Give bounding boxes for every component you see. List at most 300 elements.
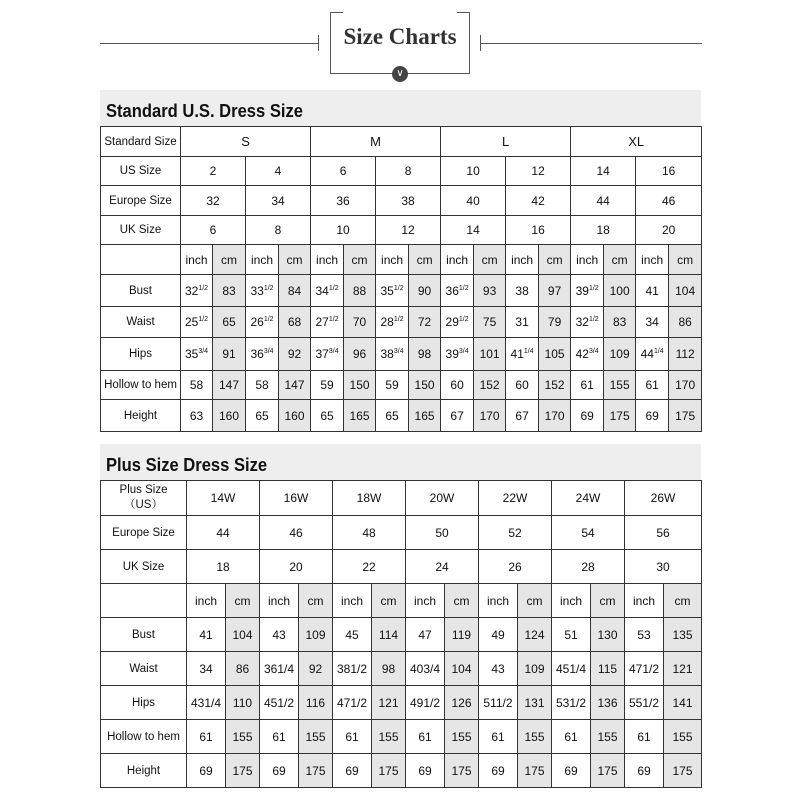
value-whole: 34 [315, 283, 329, 298]
unit-header: cm [226, 584, 260, 618]
value-fraction: 3/4 [458, 348, 469, 355]
standard-section-title [100, 90, 701, 126]
size-group-header: 20W [406, 481, 479, 516]
row-label: Bust [101, 618, 187, 652]
value-whole: 36 [250, 347, 264, 361]
value-whole: 147 [218, 378, 240, 392]
measurement-value [474, 338, 506, 371]
measurement-value: 51 [552, 618, 591, 652]
measurement-value: 47 [406, 618, 445, 652]
value-fraction: 3/4 [588, 348, 599, 355]
measurement-value: 104 [226, 618, 260, 652]
value-whole: 34 [645, 315, 659, 329]
measurement-value [571, 400, 604, 432]
value-whole: 92 [287, 347, 302, 361]
unit-header: inch [260, 584, 299, 618]
value-whole: 59 [320, 378, 334, 392]
unit-header: inch [311, 245, 344, 275]
unit-header: inch [441, 245, 474, 275]
measurement-value: 155 [664, 720, 702, 754]
unit-header: inch [406, 584, 445, 618]
size-group-header: M [311, 127, 441, 157]
row-label: Height [101, 400, 181, 432]
size-value: 2 [181, 157, 246, 186]
measurement-row [101, 307, 702, 338]
value-whole: 147 [284, 378, 305, 392]
measurement-value [636, 338, 669, 371]
size-group-header: 14W [187, 481, 260, 516]
measurement-value: 511/2 [479, 686, 518, 720]
measurement-row [101, 338, 702, 371]
measurement-value [604, 371, 636, 400]
unit-header: inch [333, 584, 372, 618]
unit-row [101, 584, 702, 618]
unit-header: cm [664, 584, 702, 618]
measurement-value: 69 [187, 754, 226, 788]
us-size-row [101, 157, 702, 186]
header-rule-right [480, 43, 702, 44]
measurement-value [213, 400, 246, 432]
value-whole: 67 [450, 408, 464, 423]
measurement-value [376, 371, 409, 400]
value-fraction: 1/2 [393, 284, 404, 292]
measurement-value: 155 [226, 720, 260, 754]
row-label-line: Plus Size [119, 484, 168, 496]
measurement-value [539, 275, 571, 307]
measurement-value: 92 [299, 652, 333, 686]
value-whole: 58 [189, 378, 204, 392]
value-whole: 41 [510, 347, 524, 361]
measurement-value: 155 [372, 720, 406, 754]
value-fraction: 1/2 [328, 316, 339, 323]
measurement-value: 69 [333, 754, 372, 788]
measurement-value [539, 338, 571, 371]
size-group-header: 24W [552, 481, 625, 516]
measurement-value: 175 [591, 754, 625, 788]
measurement-value: 361/4 [260, 652, 299, 686]
unit-header: cm [409, 245, 441, 275]
measurement-value: 61 [260, 720, 299, 754]
value-whole: 175 [675, 408, 696, 423]
value-whole: 65 [255, 408, 269, 423]
value-whole: 104 [675, 283, 696, 298]
size-value: 8 [376, 157, 441, 186]
measurement-value: 155 [445, 720, 479, 754]
value-whole: 38 [380, 347, 394, 361]
measurement-value [181, 371, 213, 400]
value-whole: 96 [352, 347, 367, 361]
size-value: 44 [187, 516, 260, 550]
size-value: 30 [625, 550, 702, 584]
value-whole: 83 [612, 315, 627, 329]
value-whole: 58 [255, 378, 269, 392]
measurement-value [279, 307, 311, 338]
size-value: 48 [333, 516, 406, 550]
measurement-value: 155 [299, 720, 333, 754]
measurement-value [311, 275, 344, 307]
measurement-value: 119 [445, 618, 479, 652]
size-value: 26 [479, 550, 552, 584]
measurement-value [246, 275, 279, 307]
plus-section-title [100, 444, 701, 480]
measurement-value: 43 [479, 652, 518, 686]
size-value: 46 [260, 516, 333, 550]
measurement-value [279, 400, 311, 432]
unit-header: cm [591, 584, 625, 618]
size-value: 36 [311, 186, 376, 216]
value-whole: 37 [315, 347, 329, 361]
value-whole: 175 [609, 408, 630, 423]
unit-header: cm [344, 245, 376, 275]
value-whole: 61 [645, 378, 659, 392]
measurement-value [539, 371, 571, 400]
measurement-value: 155 [518, 720, 552, 754]
size-group-header: L [441, 127, 571, 157]
measurement-row [101, 371, 702, 400]
row-label: Waist [101, 652, 187, 686]
value-whole: 75 [482, 315, 497, 329]
unit-header: cm [445, 584, 479, 618]
measurement-value [571, 371, 604, 400]
measurement-row [101, 618, 702, 652]
measurement-value [506, 338, 539, 371]
measurement-value [311, 307, 344, 338]
value-whole: 31 [515, 315, 529, 329]
unit-header: inch [246, 245, 279, 275]
unit-header: inch [552, 584, 591, 618]
measurement-value [246, 338, 279, 371]
row-label: Hollow to hem [101, 371, 181, 400]
uk-size-row [101, 550, 702, 584]
unit-header: cm [279, 245, 311, 275]
measurement-value: 531/2 [552, 686, 591, 720]
measurement-value [669, 400, 702, 432]
measurement-value [604, 275, 636, 307]
europe-size-row [101, 186, 702, 216]
measurement-value [344, 400, 376, 432]
value-fraction: 1/2 [458, 284, 469, 292]
measurement-value [669, 371, 702, 400]
size-value: 44 [571, 186, 636, 216]
size-value: 34 [246, 186, 311, 216]
size-value: 40 [441, 186, 506, 216]
value-whole: 32 [575, 315, 589, 329]
size-group-header: 22W [479, 481, 552, 516]
value-whole: 28 [380, 315, 394, 329]
size-value: 10 [311, 216, 376, 245]
size-group-header: S [181, 127, 311, 157]
row-label: Waist [101, 307, 181, 338]
unit-header: inch [181, 245, 213, 275]
standard-size-table [100, 126, 702, 432]
measurement-value [506, 275, 539, 307]
measurement-value [344, 371, 376, 400]
measurement-value: 104 [445, 652, 479, 686]
row-label [101, 481, 187, 516]
measurement-value: 403/4 [406, 652, 445, 686]
value-whole: 38 [515, 283, 529, 298]
value-whole: 112 [675, 347, 695, 361]
measurement-value: 471/2 [625, 652, 664, 686]
value-whole: 97 [547, 283, 562, 298]
measurement-value [376, 307, 409, 338]
value-whole: 90 [417, 283, 432, 298]
value-fraction: 1/2 [198, 284, 209, 292]
size-value: 18 [187, 550, 260, 584]
measurement-value [279, 338, 311, 371]
value-fraction: 3/4 [198, 348, 209, 355]
value-whole: 42 [575, 347, 589, 361]
measurement-value: 130 [591, 618, 625, 652]
europe-size-row [101, 516, 702, 550]
value-whole: 83 [222, 283, 236, 298]
value-whole: 65 [385, 408, 399, 423]
measurement-value [441, 338, 474, 371]
measurement-value: 114 [372, 618, 406, 652]
measurement-value [441, 275, 474, 307]
measurement-value [213, 371, 246, 400]
measurement-value [246, 400, 279, 432]
measurement-value [636, 400, 669, 432]
measurement-value [669, 275, 702, 307]
measurement-value [279, 371, 311, 400]
measurement-value [506, 400, 539, 432]
unit-header: inch [187, 584, 226, 618]
unit-header: inch [571, 245, 604, 275]
measurement-row [101, 686, 702, 720]
size-value: 20 [636, 216, 702, 245]
value-whole: 152 [479, 378, 500, 392]
value-whole: 91 [222, 347, 236, 361]
measurement-value [474, 400, 506, 432]
size-value: 12 [506, 157, 571, 186]
unit-header: inch [376, 245, 409, 275]
value-whole: 65 [222, 315, 236, 329]
measurement-value [181, 400, 213, 432]
size-value: 4 [246, 157, 311, 186]
value-whole: 160 [284, 408, 305, 423]
value-whole: 79 [547, 315, 562, 329]
measurement-value: 69 [260, 754, 299, 788]
value-whole: 150 [349, 378, 370, 392]
value-whole: 65 [320, 408, 334, 423]
value-fraction: 1/2 [328, 284, 339, 292]
value-whole: 33 [250, 283, 264, 298]
measurement-value [409, 307, 441, 338]
measurement-value [474, 371, 506, 400]
measurement-value [376, 400, 409, 432]
value-whole: 109 [609, 347, 630, 361]
value-whole: 70 [352, 315, 367, 329]
measurement-value: 431/4 [187, 686, 226, 720]
value-fraction: 1/2 [263, 316, 274, 323]
row-label: Hips [101, 338, 181, 371]
size-group-header: XL [571, 127, 702, 157]
size-value: 42 [506, 186, 571, 216]
measurement-value [344, 275, 376, 307]
measurement-value [344, 338, 376, 371]
measurement-value: 69 [552, 754, 591, 788]
measurement-row [101, 652, 702, 686]
row-label: Hips [101, 686, 187, 720]
value-whole: 59 [385, 378, 399, 392]
measurement-value [441, 371, 474, 400]
size-group-header: 16W [260, 481, 333, 516]
empty-cell [101, 584, 187, 618]
measurement-value: 451/2 [260, 686, 299, 720]
value-whole: 67 [515, 408, 529, 423]
measurement-value [181, 338, 213, 371]
row-label: Europe Size [101, 516, 187, 550]
size-value: 38 [376, 186, 441, 216]
size-value: 46 [636, 186, 702, 216]
measurement-row [101, 720, 702, 754]
measurement-value: 109 [299, 618, 333, 652]
value-whole: 170 [675, 378, 696, 392]
measurement-value [213, 275, 246, 307]
measurement-value: 175 [518, 754, 552, 788]
measurement-value: 135 [664, 618, 702, 652]
value-whole: 35 [380, 283, 394, 298]
value-whole: 27 [315, 315, 329, 329]
header-rule-left [100, 43, 318, 44]
measurement-value: 61 [406, 720, 445, 754]
measurement-value [376, 275, 409, 307]
measurement-value [636, 371, 669, 400]
value-whole: 160 [218, 408, 240, 423]
measurement-value [636, 275, 669, 307]
measurement-value [571, 338, 604, 371]
measurement-row [101, 275, 702, 307]
measurement-value: 381/2 [333, 652, 372, 686]
value-whole: 26 [250, 315, 264, 329]
value-fraction: 1/2 [588, 316, 599, 323]
measurement-value: 126 [445, 686, 479, 720]
value-whole: 170 [479, 408, 500, 423]
value-whole: 61 [580, 378, 594, 392]
unit-header: cm [213, 245, 246, 275]
unit-header: cm [474, 245, 506, 275]
value-whole: 84 [287, 283, 302, 298]
value-whole: 101 [479, 347, 500, 361]
measurement-value: 451/4 [552, 652, 591, 686]
value-fraction: 3/4 [393, 348, 404, 355]
chevron-down-icon: ∨ [392, 66, 408, 82]
measurement-value [669, 338, 702, 371]
page-title: Size Charts [343, 24, 457, 49]
size-value: 12 [376, 216, 441, 245]
measurement-value: 136 [591, 686, 625, 720]
value-whole: 98 [417, 347, 432, 361]
measurement-value: 45 [333, 618, 372, 652]
row-label-line: （US） [124, 499, 163, 511]
measurement-value [669, 307, 702, 338]
value-whole: 60 [450, 378, 464, 392]
measurement-value: 34 [187, 652, 226, 686]
measurement-value: 175 [226, 754, 260, 788]
uk-size-row [101, 216, 702, 245]
measurement-value [604, 307, 636, 338]
measurement-value: 121 [664, 652, 702, 686]
value-whole: 170 [544, 408, 565, 423]
measurement-value [409, 338, 441, 371]
value-whole: 93 [482, 283, 497, 298]
measurement-value: 61 [552, 720, 591, 754]
measurement-value [409, 275, 441, 307]
measurement-value: 98 [372, 652, 406, 686]
measurement-value [474, 275, 506, 307]
size-value: 54 [552, 516, 625, 550]
value-fraction: 1/2 [588, 284, 599, 292]
measurement-value: 141 [664, 686, 702, 720]
unit-header: inch [636, 245, 669, 275]
value-whole: 39 [575, 283, 589, 298]
measurement-value: 69 [406, 754, 445, 788]
size-group-header: 26W [625, 481, 702, 516]
measurement-value [539, 400, 571, 432]
measurement-value [506, 371, 539, 400]
size-value: 20 [260, 550, 333, 584]
value-whole: 25 [184, 315, 199, 329]
measurement-value: 86 [226, 652, 260, 686]
measurement-value: 69 [479, 754, 518, 788]
standard-section-title-text: Standard U.S. Dress Size [106, 101, 303, 121]
measurement-value [213, 338, 246, 371]
measurement-value [506, 307, 539, 338]
row-label: US Size [101, 157, 181, 186]
measurement-value [474, 307, 506, 338]
measurement-value: 175 [299, 754, 333, 788]
unit-header: cm [299, 584, 333, 618]
measurement-value: 124 [518, 618, 552, 652]
measurement-value [344, 307, 376, 338]
unit-header: inch [479, 584, 518, 618]
row-label: Europe Size [101, 186, 181, 216]
value-whole: 60 [515, 378, 529, 392]
value-fraction: 1/4 [523, 348, 534, 355]
row-label: Standard Size [101, 127, 181, 157]
value-whole: 155 [609, 378, 630, 392]
measurement-value [571, 275, 604, 307]
size-value: 50 [406, 516, 479, 550]
plus-size-table [100, 480, 702, 788]
value-fraction: 1/2 [458, 316, 469, 323]
measurement-value [376, 338, 409, 371]
measurement-row [101, 400, 702, 432]
value-fraction: 1/4 [653, 348, 664, 355]
value-fraction: 3/4 [328, 348, 339, 355]
measurement-value: 61 [187, 720, 226, 754]
value-whole: 100 [609, 283, 630, 298]
value-whole: 41 [645, 283, 659, 298]
measurement-value: 61 [479, 720, 518, 754]
value-whole: 86 [678, 315, 692, 329]
value-whole: 29 [445, 315, 459, 329]
measurement-value: 175 [664, 754, 702, 788]
measurement-value [409, 371, 441, 400]
measurement-value [409, 400, 441, 432]
size-value: 28 [552, 550, 625, 584]
measurement-value [604, 400, 636, 432]
value-whole: 36 [445, 283, 459, 298]
value-fraction: 1/2 [393, 316, 404, 323]
value-whole: 44 [640, 347, 654, 361]
measurement-value: 109 [518, 652, 552, 686]
measurement-value: 110 [226, 686, 260, 720]
value-whole: 72 [417, 315, 432, 329]
measurement-value: 175 [372, 754, 406, 788]
measurement-value: 551/2 [625, 686, 664, 720]
